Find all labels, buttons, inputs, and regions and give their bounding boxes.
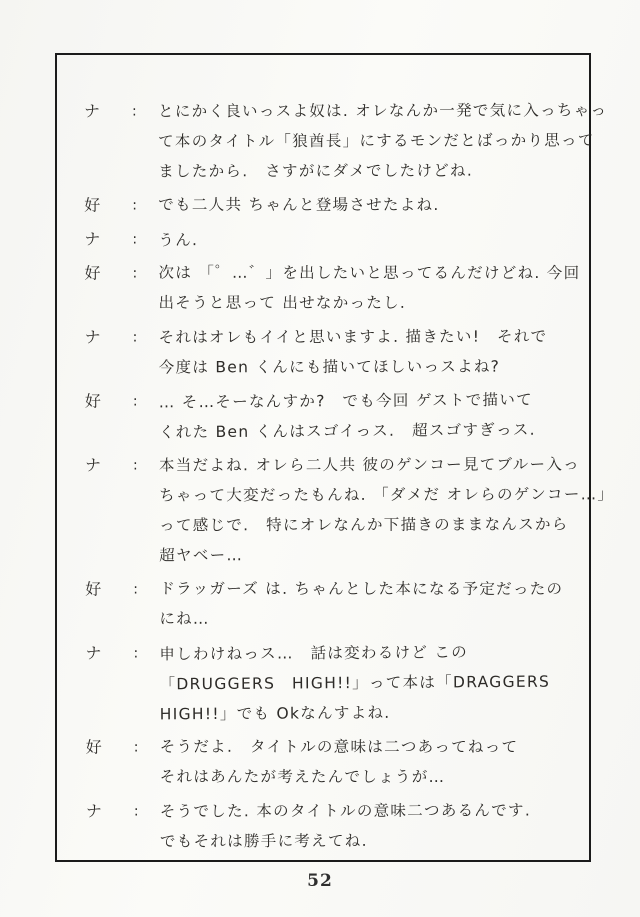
speaker-label: 好 bbox=[84, 391, 102, 411]
dialogue-row bbox=[85, 573, 583, 634]
dialogue-line: 超ヤベー… bbox=[159, 546, 244, 565]
colon-separator: : bbox=[133, 739, 139, 756]
dialogue-text bbox=[160, 732, 584, 792]
dialogue-line: うん. bbox=[158, 231, 199, 250]
dialogue-row bbox=[85, 321, 583, 382]
dialogue-line: そうだよ. タイトルの意味は二つあってねって bbox=[159, 737, 519, 757]
dialogue-text bbox=[159, 321, 583, 382]
colon-separator: : bbox=[132, 457, 138, 474]
speaker-label: ナ bbox=[84, 229, 102, 249]
dialogue-line: 出そうと思って 出せなかったし. bbox=[158, 293, 407, 312]
dialogue-line: そうでした. 本のタイトルの意味二つあるんです. bbox=[159, 801, 532, 821]
dialogue-row bbox=[86, 731, 584, 792]
speaker-label: ナ bbox=[84, 101, 102, 121]
dialogue-line: HIGH!!」でも Okなんすよね. bbox=[159, 703, 391, 724]
page-number: 52 bbox=[307, 871, 333, 891]
colon-separator: : bbox=[132, 231, 138, 248]
dialogue-row bbox=[84, 95, 608, 186]
dialogue-text bbox=[159, 384, 583, 447]
dialogue-text bbox=[158, 258, 582, 318]
dialogue-text bbox=[159, 636, 584, 729]
dialogue-line: … そ…そーなんすか? でも今回 ゲストで描いて bbox=[158, 390, 533, 412]
colon-separator: : bbox=[133, 645, 139, 662]
dialogue-text bbox=[160, 795, 584, 856]
dialogue-text bbox=[159, 449, 615, 570]
speaker-label: ナ bbox=[85, 801, 103, 821]
colon-separator: : bbox=[132, 103, 137, 120]
speaker-label: ナ bbox=[84, 455, 103, 475]
dialogue-text bbox=[158, 190, 582, 220]
dialogue-text bbox=[159, 574, 583, 634]
dialogue-row bbox=[85, 637, 583, 728]
dialogue-line: 今度は Ben くんにも描いてほしいっスよね? bbox=[158, 357, 501, 377]
speaker-label: ナ bbox=[84, 327, 102, 347]
speaker-label: ナ bbox=[85, 643, 103, 663]
speaker-label: 好 bbox=[84, 195, 102, 215]
dialogue-block bbox=[84, 95, 615, 856]
page-border-frame bbox=[55, 53, 615, 862]
dialogue-line: それはオレもイイと思いますよ. 描きたい! それで bbox=[158, 327, 548, 347]
dialogue-line: ちゃって大変だったもんね. 「ダメだ オレらのゲンコー…」 bbox=[159, 485, 615, 505]
dialogue-line: ましたから. さすがにダメでしたけどね. bbox=[158, 161, 474, 181]
colon-separator: : bbox=[132, 197, 138, 214]
dialogue-line: でも二人共 ちゃんと登場させたよね. bbox=[158, 195, 440, 214]
dialogue-line: にね… bbox=[159, 609, 210, 628]
dialogue-row bbox=[85, 385, 583, 446]
dialogue-text bbox=[158, 222, 582, 255]
dialogue-line: ドラッガーズ は. ちゃんとした本になる予定だったの bbox=[159, 579, 564, 599]
dialogue-row bbox=[84, 449, 615, 570]
dialogue-row bbox=[84, 223, 582, 254]
dialogue-line: て本のタイトル「狼酋長」にするモンだとばっかり思って bbox=[158, 131, 595, 151]
colon-separator: : bbox=[133, 803, 139, 820]
speaker-label: 好 bbox=[85, 737, 103, 757]
speaker-label: 好 bbox=[85, 579, 103, 599]
dialogue-line: とにかく良いっスよ奴は. オレなんか一発で気に入っちゃっ bbox=[158, 101, 608, 121]
speaker-label: 好 bbox=[84, 263, 102, 283]
dialogue-row bbox=[84, 257, 582, 318]
dialogue-line: 次は 「゜…゛」を出したいと思ってるんだけどね. 今回 bbox=[158, 263, 581, 283]
colon-separator: : bbox=[133, 581, 139, 598]
dialogue-line: くれた Ben くんはスゴイっス. 超スゴすぎっス. bbox=[158, 420, 536, 442]
dialogue-line: 本当だよね. オレら二人共 彼のゲンコー見てブルー入っ bbox=[158, 455, 580, 475]
dialogue-text bbox=[158, 95, 607, 186]
colon-separator: : bbox=[132, 265, 138, 282]
dialogue-line: 申しわけねっス… 話は変わるけど この bbox=[159, 643, 469, 664]
dialogue-line: 「DRUGGERS HIGH!!」って本は「DRAGGERS bbox=[159, 672, 551, 694]
dialogue-line: でもそれは勝手に考えてね. bbox=[159, 831, 368, 851]
dialogue-line: って感じで. 特にオレなんか下描きのままなんスから bbox=[159, 515, 569, 535]
dialogue-row bbox=[84, 189, 582, 220]
colon-separator: : bbox=[132, 393, 138, 410]
colon-separator: : bbox=[132, 329, 138, 346]
dialogue-row bbox=[86, 795, 584, 856]
dialogue-line: それはあんたが考えたんでしょうが… bbox=[159, 767, 446, 786]
